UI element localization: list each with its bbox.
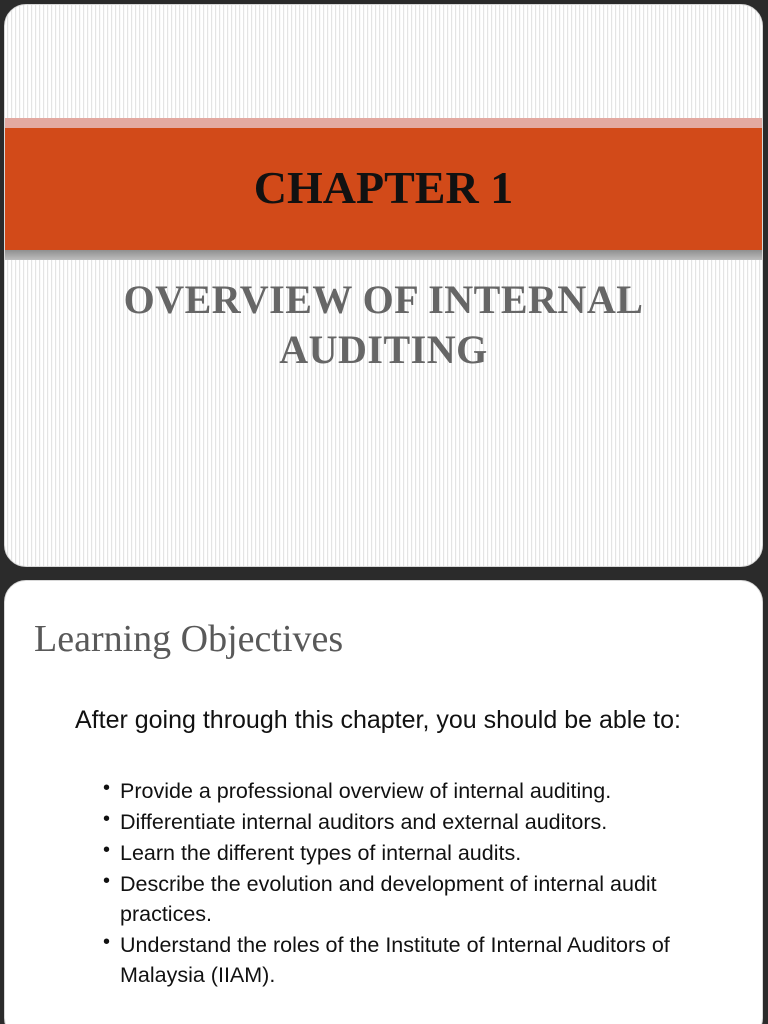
chapter-subtitle xyxy=(85,275,682,375)
objectives-list xyxy=(103,776,743,991)
objective-item xyxy=(103,869,743,929)
chapter-subtitle-line-1: OVERVIEW OF INTERNAL xyxy=(123,277,644,322)
objective-item xyxy=(103,838,743,868)
learning-objectives-slide xyxy=(4,580,763,1024)
objective-text: Provide a professional overview of internal auditing. xyxy=(120,779,612,803)
objectives-heading: Learning Objectives xyxy=(34,618,344,660)
title-slide xyxy=(4,4,763,567)
title-band-shadow xyxy=(5,250,762,260)
bullet-icon: • xyxy=(103,777,111,799)
objective-item xyxy=(103,930,743,990)
chapter-subtitle-line-2: AUDITING xyxy=(279,327,488,372)
objectives-intro: After going through this chapter, you should be able to: xyxy=(75,706,681,734)
objective-text: Understand the roles of the Institute of Internal Auditors of Malaysia (IIAM). xyxy=(120,933,670,987)
chapter-title: CHAPTER 1 xyxy=(253,162,514,213)
objective-item xyxy=(103,807,743,837)
bullet-icon: • xyxy=(103,870,111,892)
objective-text: Learn the different types of internal audits. xyxy=(120,841,522,865)
objective-text: Differentiate internal auditors and external auditors. xyxy=(120,810,608,834)
objective-text: Describe the evolution and development of internal audit practices. xyxy=(120,872,657,926)
bullet-icon: • xyxy=(103,839,111,861)
title-band-highlight xyxy=(5,118,762,128)
bullet-icon: • xyxy=(103,808,111,830)
objective-item xyxy=(103,776,743,806)
bullet-icon: • xyxy=(103,931,111,953)
